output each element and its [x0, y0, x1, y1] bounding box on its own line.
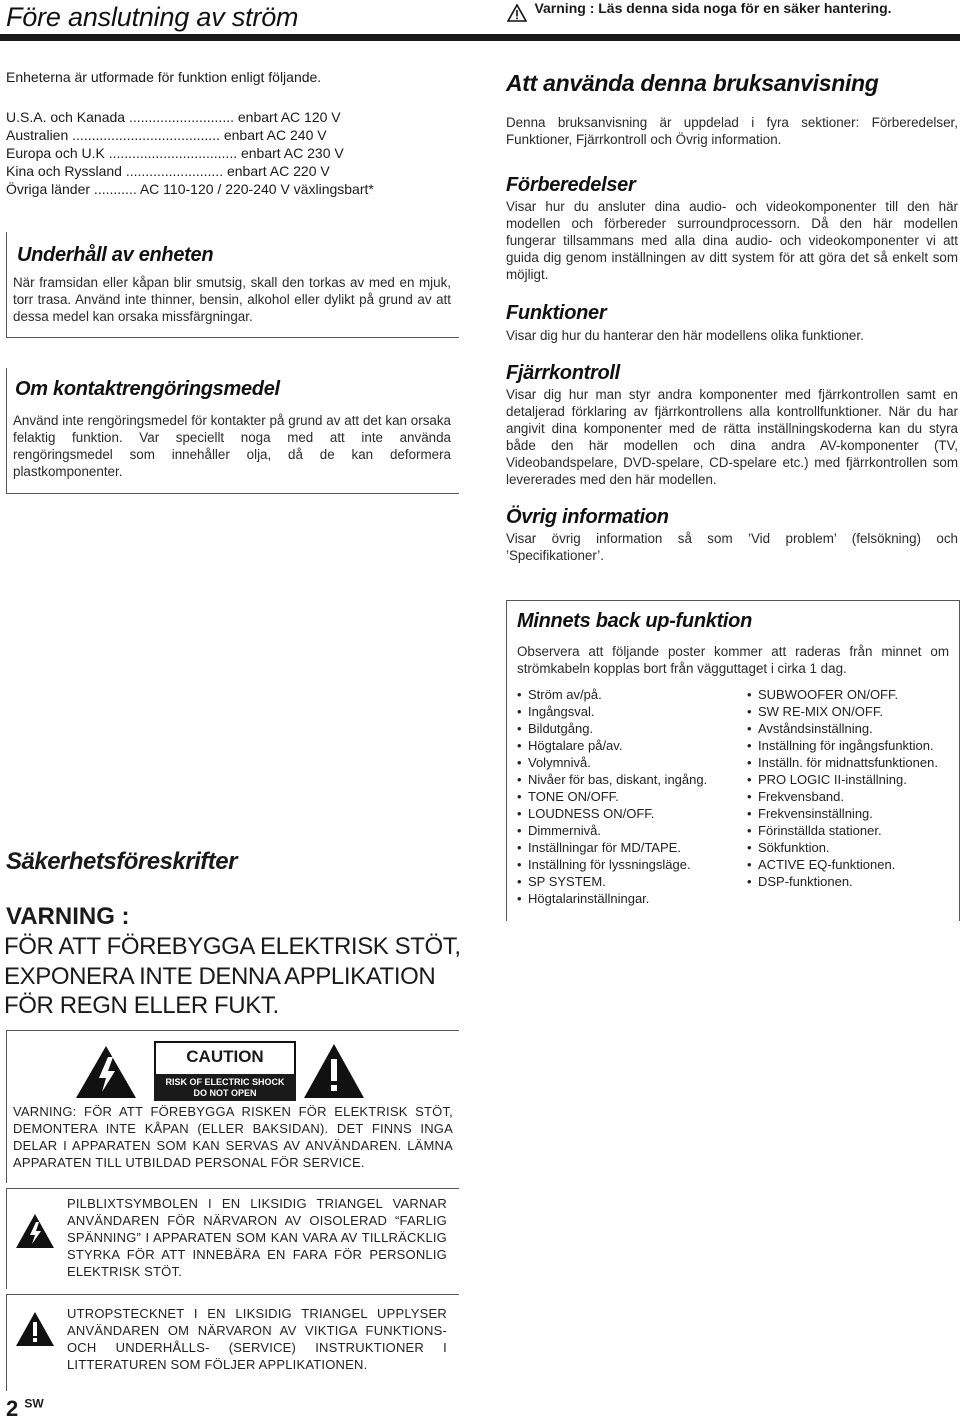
list-item: • Dimmernivå.: [517, 822, 747, 839]
list-item: • Bildutgång.: [517, 720, 747, 737]
list-item: • Sökfunktion.: [747, 839, 959, 856]
caution-text: VARNING: FÖR ATT FÖREBYGGA RISKEN FÖR ELEKTRISK STÖT, DEMONTERA INTE KÅPAN (ELLER BAKSIDAN). DET FINNS INGA DELAR I APPARATEN SOM KAN SERVAS AV ANVÄNDAREN. LÄMNA APPARATEN TILL UTBILDAD PERSONAL FÖR SERVICE.: [13, 1104, 453, 1170]
functions-title: Funktioner: [506, 302, 607, 324]
other-info-title: Övrig information: [506, 506, 669, 528]
warning-triangle-icon: [507, 4, 527, 22]
list-item: • Frekvensinställning.: [747, 805, 959, 822]
caution-label-sub: RISK OF ELECTRIC SHOCK DO NOT OPEN: [154, 1074, 296, 1101]
manual-body: Denna bruksanvisning är uppdelad i fyra sektioner: Förberedelser, Funktioner, Fjärrkontroll och Övrig information.: [506, 115, 958, 147]
page-number: 2 $^{SW}$: [6, 1396, 44, 1421]
voltage-row: Australien ...................................... enbart AC 240 V: [6, 127, 327, 143]
list-item: • TONE ON/OFF.: [517, 788, 747, 805]
list-item: • Avståndsinställning.: [747, 720, 959, 737]
lightning-small-icon: [15, 1213, 55, 1249]
page-title: Före anslutning av ström: [6, 2, 299, 32]
lightning-note-text: PILBLIXTSYMBOLEN I EN LIKSIDIG TRIANGEL VARNAR ANVÄNDAREN FÖR NÄRVARON AV OISOLERAD “FARLIG SPÄNNING” I APPARATEN SOM KAN VARA AV TILLRÄCKLIG STYRKA FÖR ATT INNEBÄRA EN FARA FÖR PERSONLIG ELEKTRISK STÖT.: [67, 1196, 447, 1279]
list-item: • SUBWOOFER ON/OFF.: [747, 686, 959, 703]
remote-title: Fjärrkontroll: [506, 362, 620, 384]
contact-cleaner-body: Använd inte rengöringsmedel för kontakter på grund av att det kan orsaka felaktig funktion. Var speciellt noga med att inte använda rengöringsmedel som innehåller olja, då de kan deformera plastkomponenter.: [13, 413, 451, 479]
contact-cleaner-title: Om kontaktrengöringsmedel: [15, 378, 280, 400]
other-info-body: Visar övrig information så som ’Vid problem’ (felsökning) och ’Specifikationer’.: [506, 531, 958, 563]
prep-title: Förberedelser: [506, 174, 636, 196]
voltage-row: Kina och Ryssland ......................... enbart AC 220 V: [6, 163, 330, 179]
voltage-list: [6, 108, 466, 198]
memory-body: Observera att följande poster kommer att raderas från minnet om strömkabeln kopplas bort från vägguttaget i cirka 1 dag.: [517, 644, 949, 676]
memory-title: Minnets back up-funktion: [517, 610, 753, 632]
list-item: • Ingångsval.: [517, 703, 747, 720]
list-item: • SP SYSTEM.: [517, 873, 747, 890]
exclamation-small-icon: [15, 1311, 55, 1347]
memory-list-left: [517, 686, 747, 907]
prep-body: Visar hur du ansluter dina audio- och videokomponenter till den här modellen och förbereder surroundprocessorn. Då den här modellen fungerar tillsammans med alla dina audio- och videokomponenter vi att guida dig genom inställningen av ditt system för att göra det så enkelt som möjligt.: [506, 199, 958, 282]
intro-text: Enheterna är utformade för funktion enligt följande.: [6, 69, 322, 85]
list-item: • DSP-funktionen.: [747, 873, 959, 890]
contact-cleaner-section: [6, 368, 459, 494]
functions-body: Visar dig hur du hanterar den här modellens olika funktioner.: [506, 328, 864, 343]
list-item: • Högtalare på/av.: [517, 737, 747, 754]
list-item: • Ström av/på.: [517, 686, 747, 703]
list-item: • LOUDNESS ON/OFF.: [517, 805, 747, 822]
safety-varning: VARNING :: [6, 903, 130, 930]
header-rule: [0, 34, 960, 41]
caution-section: [6, 1030, 459, 1183]
memory-backup-section: [506, 600, 960, 921]
memory-list-right: [747, 686, 959, 890]
header-warning-text: Varning : Läs denna sida noga för en säker hantering.: [534, 0, 892, 16]
list-item: • Förinställda stationer.: [747, 822, 959, 839]
lightning-note-section: [6, 1188, 459, 1289]
maintenance-section: [6, 232, 459, 338]
list-item: • PRO LOGIC II-inställning.: [747, 771, 959, 788]
list-item: • ACTIVE EQ-funktionen.: [747, 856, 959, 873]
exclamation-note-section: [6, 1294, 459, 1391]
voltage-row: Europa och U.K ................................. enbart AC 230 V: [6, 145, 344, 161]
safety-warning-text: FÖR ATT FÖREBYGGA ELEKTRISK STÖT, EXPONERA INTE DENNA APPLIKATION FÖR REGN ELLER FUKT.: [4, 933, 461, 1019]
caution-label: [154, 1041, 296, 1101]
list-item: • Inställning för ingångsfunktion.: [747, 737, 959, 754]
safety-title: Säkerhetsföreskrifter: [6, 848, 237, 875]
list-item: • Inställningar för MD/TAPE.: [517, 839, 747, 856]
voltage-row: Övriga länder ........... AC 110-120 / 220-240 V växlingsbart*: [6, 181, 374, 197]
manual-title: Att använda denna bruksanvisning: [506, 70, 879, 96]
maintenance-title: Underhåll av enheten: [17, 244, 214, 266]
exclamation-note-text: UTROPSTECKNET I EN LIKSIDIG TRIANGEL UPPLYSER ANVÄNDAREN OM NÄRVARON AV VIKTIGA FUNKTIONS- OCH UNDERHÅLLS- (SERVICE) INSTRUKTIONER I LITTERATUREN SOM FÖLJER APPLIKATIONEN.: [67, 1306, 447, 1372]
list-item: • Nivåer för bas, diskant, ingång.: [517, 771, 747, 788]
lightning-triangle-icon: [75, 1045, 137, 1099]
list-item: • Inställning för lyssningsläge.: [517, 856, 747, 873]
voltage-row: U.S.A. och Kanada ........................... enbart AC 120 V: [6, 109, 341, 125]
list-item: • Högtalarinställningar.: [517, 890, 747, 907]
exclamation-triangle-icon: [303, 1043, 365, 1099]
remote-body: Visar dig hur man styr andra komponenter med fjärrkontrollen samt en detaljerad förklaring av fjärrkontrollens alla kontrollfunktioner. När du har angivit dina komponenter med de rätta inställningskoderna kan du styra både den här modellen och dina andra AV-komponenter (TV, Videobandspelare, DVD-spelare, CD-spelare etc.) med fjärrkontrollen som levererades med den här modellen.: [506, 387, 958, 487]
maintenance-body: När framsidan eller kåpan blir smutsig, skall den torkas av med en mjuk, torr trasa. Använd inte thinner, bensin, alkohol eller dylikt på grund av att dessa medel kan orsaka missfärgningar.: [13, 275, 451, 324]
list-item: • Frekvensband.: [747, 788, 959, 805]
list-item: • SW RE-MIX ON/OFF.: [747, 703, 959, 720]
caution-label-title: CAUTION: [186, 1047, 264, 1066]
list-item: • Inställn. för midnattsfunktionen.: [747, 754, 959, 771]
list-item: • Volymnivå.: [517, 754, 747, 771]
